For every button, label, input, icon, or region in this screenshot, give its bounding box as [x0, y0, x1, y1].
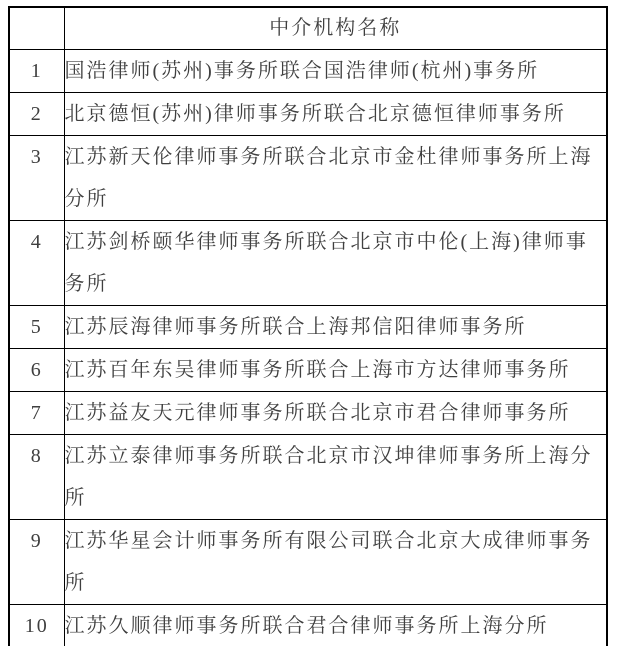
row-number-cell: 8: [9, 435, 64, 520]
org-name-cell: 北京德恒(苏州)律师事务所联合北京德恒律师事务所: [64, 93, 607, 136]
table-row: [9, 221, 607, 306]
org-name-cell: 江苏华星会计师事务所有限公司联合北京大成律师事务所: [64, 520, 607, 605]
table-row: [9, 349, 607, 392]
intermediary-table: [8, 6, 608, 646]
row-number-cell: 2: [9, 93, 64, 136]
table-row: [9, 50, 607, 93]
header-name-cell: 中介机构名称: [64, 7, 607, 50]
org-name-cell: 江苏新天伦律师事务所联合北京市金杜律师事务所上海分所: [64, 136, 607, 221]
table-row: [9, 93, 607, 136]
org-name-cell: 江苏益友天元律师事务所联合北京市君合律师事务所: [64, 392, 607, 435]
org-name-cell: 江苏立泰律师事务所联合北京市汉坤律师事务所上海分所: [64, 435, 607, 520]
row-number-cell: 1: [9, 50, 64, 93]
row-number-cell: 4: [9, 221, 64, 306]
table-row: [9, 605, 607, 646]
row-number-cell: 9: [9, 520, 64, 605]
row-number-cell: 6: [9, 349, 64, 392]
row-number-cell: 10: [9, 605, 64, 646]
org-name-cell: 江苏辰海律师事务所联合上海邦信阳律师事务所: [64, 306, 607, 349]
org-name-cell: 江苏百年东吴律师事务所联合上海市方达律师事务所: [64, 349, 607, 392]
org-name-cell: 国浩律师(苏州)事务所联合国浩律师(杭州)事务所: [64, 50, 607, 93]
row-number-cell: 3: [9, 136, 64, 221]
table-row: [9, 435, 607, 520]
row-number-cell: 5: [9, 306, 64, 349]
row-number-cell: 7: [9, 392, 64, 435]
table-row: [9, 306, 607, 349]
table-row: [9, 520, 607, 605]
header-corner-cell: [9, 7, 64, 50]
table-header-row: [9, 7, 607, 50]
table-row: [9, 136, 607, 221]
org-name-cell: 江苏剑桥颐华律师事务所联合北京市中伦(上海)律师事务所: [64, 221, 607, 306]
org-name-cell: 江苏久顺律师事务所联合君合律师事务所上海分所: [64, 605, 607, 646]
table-row: [9, 392, 607, 435]
